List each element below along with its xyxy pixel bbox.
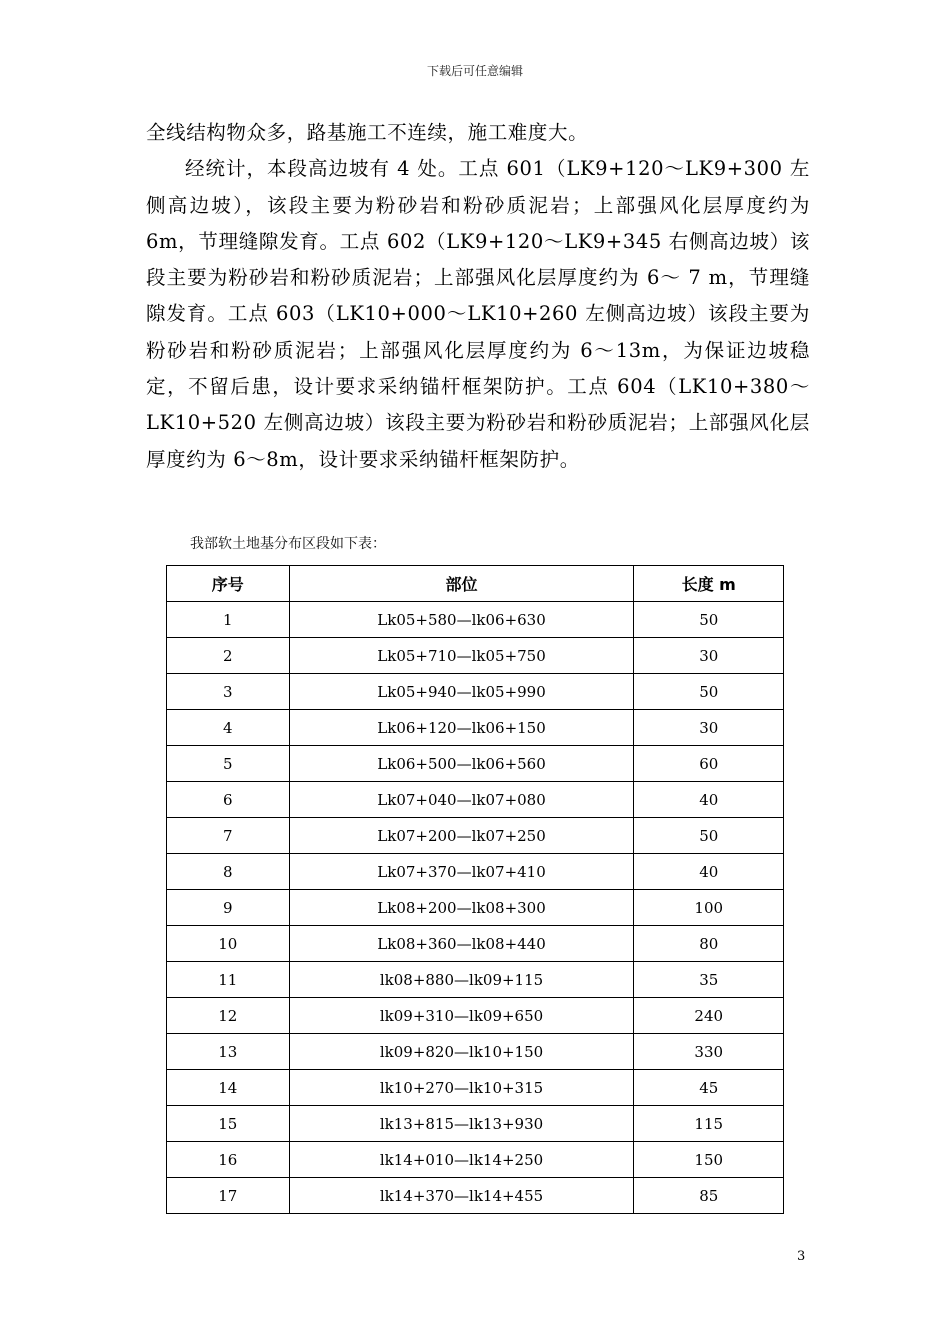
cell-location: lk09+310—lk09+650 [289, 998, 634, 1034]
cell-index: 1 [167, 602, 290, 638]
cell-location: lk08+880—lk09+115 [289, 962, 634, 998]
cell-index: 17 [167, 1178, 290, 1214]
header-length: 长度 m [634, 566, 784, 602]
cell-length: 115 [634, 1106, 784, 1142]
cell-index: 14 [167, 1070, 290, 1106]
cell-index: 5 [167, 746, 290, 782]
cell-length: 150 [634, 1142, 784, 1178]
table-row [167, 1070, 784, 1106]
cell-length: 45 [634, 1070, 784, 1106]
cell-length: 35 [634, 962, 784, 998]
cell-location: lk14+370—lk14+455 [289, 1178, 634, 1214]
paragraph-1: 全线结构物众多，路基施工不连续，施工难度大。 [146, 121, 589, 144]
table-row [167, 638, 784, 674]
table-row [167, 710, 784, 746]
cell-length: 50 [634, 674, 784, 710]
cell-length: 60 [634, 746, 784, 782]
cell-length: 330 [634, 1034, 784, 1070]
cell-index: 10 [167, 926, 290, 962]
cell-length: 50 [634, 602, 784, 638]
cell-location: lk09+820—lk10+150 [289, 1034, 634, 1070]
cell-location: lk10+270—lk10+315 [289, 1070, 634, 1106]
cell-location: Lk05+940—lk05+990 [289, 674, 634, 710]
table-row [167, 962, 784, 998]
table-row [167, 602, 784, 638]
table-row [167, 746, 784, 782]
cell-location: Lk08+200—lk08+300 [289, 890, 634, 926]
table-row [167, 674, 784, 710]
cell-index: 11 [167, 962, 290, 998]
header-location: 部位 [289, 566, 634, 602]
cell-index: 15 [167, 1106, 290, 1142]
cell-index: 16 [167, 1142, 290, 1178]
header-note: 下载后可任意编辑 [426, 64, 523, 78]
table-header-row [167, 566, 784, 602]
cell-length: 50 [634, 818, 784, 854]
header-index: 序号 [167, 566, 290, 602]
cell-location: Lk07+040—lk07+080 [289, 782, 634, 818]
page-number: 3 [797, 1249, 806, 1264]
cell-location: Lk08+360—lk08+440 [289, 926, 634, 962]
cell-length: 40 [634, 782, 784, 818]
cell-length: 40 [634, 854, 784, 890]
cell-location: Lk05+710—lk05+750 [289, 638, 634, 674]
cell-length: 240 [634, 998, 784, 1034]
table-row [167, 1106, 784, 1142]
cell-index: 7 [167, 818, 290, 854]
cell-length: 100 [634, 890, 784, 926]
table-row [167, 1178, 784, 1214]
cell-location: lk14+010—lk14+250 [289, 1142, 634, 1178]
body-text [146, 115, 810, 478]
table-row [167, 1142, 784, 1178]
cell-index: 13 [167, 1034, 290, 1070]
table-row [167, 1034, 784, 1070]
paragraph-2: 经统计，本段高边坡有 4 处。工点 601（LK9+120～LK9+300 左侧高边坡），该段主要为粉砂岩和粉砂质泥岩；上部强风化层厚度约为 6m，节理缝隙发育。工点 602（LK9+120～LK9+345 右侧高边坡）该段主要为粉砂岩和粉砂质泥岩；上部强风化层厚度约为 6～ 7 m，节理缝隙发育。工点 603（LK10+000～LK10+260 左侧高边坡）该段主要为粉砂岩和粉砂质泥岩；上部强风化层厚度约为 6～13m，为保证边坡稳定，不留后患，设计要求采纳锚杆框架防护。工点 604（LK10+380～LK10+520 左侧高边坡）该段主要为粉砂岩和粉砂质泥岩；上部强风化层厚度约为 6～8m，设计要求采纳锚杆框架防护。 [146, 157, 810, 471]
cell-index: 12 [167, 998, 290, 1034]
cell-length: 30 [634, 638, 784, 674]
table-row [167, 890, 784, 926]
cell-location: Lk07+370—lk07+410 [289, 854, 634, 890]
cell-length: 85 [634, 1178, 784, 1214]
soft-soil-table [166, 565, 784, 1214]
cell-location: Lk05+580—lk06+630 [289, 602, 634, 638]
cell-length: 80 [634, 926, 784, 962]
cell-index: 6 [167, 782, 290, 818]
table-row [167, 926, 784, 962]
cell-length: 30 [634, 710, 784, 746]
table-row [167, 818, 784, 854]
table-row [167, 854, 784, 890]
table-caption: 我部软土地基分布区段如下表： [190, 536, 386, 552]
cell-location: Lk07+200—lk07+250 [289, 818, 634, 854]
cell-index: 3 [167, 674, 290, 710]
cell-index: 2 [167, 638, 290, 674]
cell-location: Lk06+120—lk06+150 [289, 710, 634, 746]
cell-index: 9 [167, 890, 290, 926]
table-row [167, 782, 784, 818]
cell-location: lk13+815—lk13+930 [289, 1106, 634, 1142]
cell-index: 4 [167, 710, 290, 746]
cell-location: Lk06+500—lk06+560 [289, 746, 634, 782]
table-row [167, 998, 784, 1034]
cell-index: 8 [167, 854, 290, 890]
